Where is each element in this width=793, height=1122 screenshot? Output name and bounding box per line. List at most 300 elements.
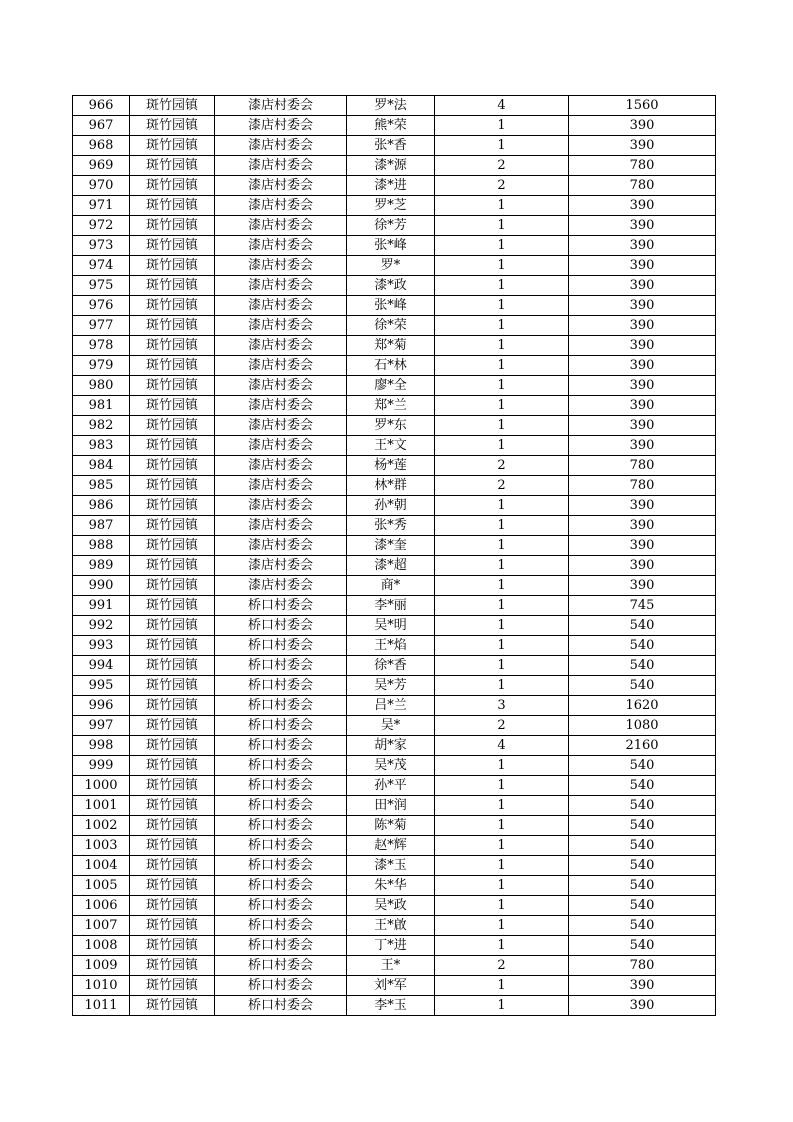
town-cell: 斑竹园镇 (130, 816, 215, 836)
amount-cell: 390 (569, 556, 716, 576)
amount-cell: 390 (569, 216, 716, 236)
town-cell: 斑竹园镇 (130, 116, 215, 136)
table-row (73, 96, 716, 116)
village-committee-cell: 桥口村委会 (215, 996, 347, 1016)
village-committee-cell: 漆店村委会 (215, 216, 347, 236)
table-row (73, 516, 716, 536)
row-number-cell: 990 (73, 576, 130, 596)
town-cell: 斑竹园镇 (130, 336, 215, 356)
table-row (73, 116, 716, 136)
name-cell: 郑*兰 (347, 396, 435, 416)
amount-cell: 780 (569, 156, 716, 176)
amount-cell: 540 (569, 756, 716, 776)
name-cell: 孙*平 (347, 776, 435, 796)
name-cell: 罗*芝 (347, 196, 435, 216)
name-cell: 陈*菊 (347, 816, 435, 836)
person-count-cell: 2 (435, 456, 569, 476)
table-row (73, 536, 716, 556)
table-row (73, 656, 716, 676)
table-row (73, 856, 716, 876)
table-row (73, 616, 716, 636)
village-committee-cell: 漆店村委会 (215, 96, 347, 116)
row-number-cell: 1006 (73, 896, 130, 916)
name-cell: 李*玉 (347, 996, 435, 1016)
person-count-cell: 2 (435, 716, 569, 736)
town-cell: 斑竹园镇 (130, 436, 215, 456)
amount-cell: 2160 (569, 736, 716, 756)
village-committee-cell: 漆店村委会 (215, 336, 347, 356)
town-cell: 斑竹园镇 (130, 996, 215, 1016)
name-cell: 徐*芳 (347, 216, 435, 236)
row-number-cell: 973 (73, 236, 130, 256)
table-row (73, 336, 716, 356)
village-committee-cell: 漆店村委会 (215, 176, 347, 196)
town-cell: 斑竹园镇 (130, 656, 215, 676)
row-number-cell: 1005 (73, 876, 130, 896)
amount-cell: 390 (569, 976, 716, 996)
row-number-cell: 996 (73, 696, 130, 716)
village-committee-cell: 漆店村委会 (215, 156, 347, 176)
row-number-cell: 982 (73, 416, 130, 436)
row-number-cell: 975 (73, 276, 130, 296)
table-row (73, 316, 716, 336)
table-row (73, 356, 716, 376)
amount-cell: 390 (569, 396, 716, 416)
table-row (73, 136, 716, 156)
row-number-cell: 989 (73, 556, 130, 576)
person-count-cell: 1 (435, 816, 569, 836)
amount-cell: 540 (569, 816, 716, 836)
town-cell: 斑竹园镇 (130, 556, 215, 576)
amount-cell: 390 (569, 516, 716, 536)
amount-cell: 390 (569, 116, 716, 136)
name-cell: 漆*政 (347, 276, 435, 296)
village-committee-cell: 漆店村委会 (215, 376, 347, 396)
person-count-cell: 1 (435, 496, 569, 516)
village-committee-cell: 漆店村委会 (215, 196, 347, 216)
row-number-cell: 976 (73, 296, 130, 316)
row-number-cell: 1007 (73, 916, 130, 936)
village-committee-cell: 漆店村委会 (215, 316, 347, 336)
village-committee-cell: 桥口村委会 (215, 656, 347, 676)
village-committee-cell: 桥口村委会 (215, 736, 347, 756)
person-count-cell: 3 (435, 696, 569, 716)
row-number-cell: 1000 (73, 776, 130, 796)
row-number-cell: 970 (73, 176, 130, 196)
village-committee-cell: 漆店村委会 (215, 136, 347, 156)
village-committee-cell: 桥口村委会 (215, 616, 347, 636)
amount-cell: 745 (569, 596, 716, 616)
person-count-cell: 1 (435, 596, 569, 616)
town-cell: 斑竹园镇 (130, 196, 215, 216)
town-cell: 斑竹园镇 (130, 616, 215, 636)
amount-cell: 540 (569, 876, 716, 896)
person-count-cell: 1 (435, 896, 569, 916)
name-cell: 朱*华 (347, 876, 435, 896)
row-number-cell: 1004 (73, 856, 130, 876)
name-cell: 漆*超 (347, 556, 435, 576)
name-cell: 杨*莲 (347, 456, 435, 476)
amount-cell: 540 (569, 836, 716, 856)
village-committee-cell: 漆店村委会 (215, 356, 347, 376)
name-cell: 李*丽 (347, 596, 435, 616)
village-committee-cell: 漆店村委会 (215, 476, 347, 496)
person-count-cell: 1 (435, 556, 569, 576)
row-number-cell: 974 (73, 256, 130, 276)
table-row (73, 816, 716, 836)
amount-cell: 390 (569, 316, 716, 336)
table-row (73, 876, 716, 896)
town-cell: 斑竹园镇 (130, 236, 215, 256)
row-number-cell: 1002 (73, 816, 130, 836)
name-cell: 熊*荣 (347, 116, 435, 136)
name-cell: 王*焰 (347, 636, 435, 656)
person-count-cell: 1 (435, 196, 569, 216)
row-number-cell: 969 (73, 156, 130, 176)
town-cell: 斑竹园镇 (130, 96, 215, 116)
town-cell: 斑竹园镇 (130, 176, 215, 196)
person-count-cell: 1 (435, 616, 569, 636)
person-count-cell: 2 (435, 156, 569, 176)
row-number-cell: 1010 (73, 976, 130, 996)
village-committee-cell: 桥口村委会 (215, 956, 347, 976)
town-cell: 斑竹园镇 (130, 896, 215, 916)
table-row (73, 216, 716, 236)
person-count-cell: 1 (435, 336, 569, 356)
person-count-cell: 1 (435, 216, 569, 236)
town-cell: 斑竹园镇 (130, 576, 215, 596)
amount-cell: 390 (569, 136, 716, 156)
village-committee-cell: 漆店村委会 (215, 116, 347, 136)
table-row (73, 576, 716, 596)
town-cell: 斑竹园镇 (130, 776, 215, 796)
table-row (73, 236, 716, 256)
row-number-cell: 994 (73, 656, 130, 676)
amount-cell: 540 (569, 916, 716, 936)
name-cell: 王*文 (347, 436, 435, 456)
table-row (73, 436, 716, 456)
table-row (73, 756, 716, 776)
name-cell: 罗* (347, 256, 435, 276)
person-count-cell: 1 (435, 656, 569, 676)
table-row (73, 476, 716, 496)
town-cell: 斑竹园镇 (130, 536, 215, 556)
person-count-cell: 1 (435, 436, 569, 456)
row-number-cell: 986 (73, 496, 130, 516)
amount-cell: 1560 (569, 96, 716, 116)
table-row (73, 456, 716, 476)
person-count-cell: 1 (435, 996, 569, 1016)
row-number-cell: 991 (73, 596, 130, 616)
name-cell: 徐*香 (347, 656, 435, 676)
table-row (73, 196, 716, 216)
amount-cell: 540 (569, 796, 716, 816)
village-committee-cell: 桥口村委会 (215, 676, 347, 696)
name-cell: 商* (347, 576, 435, 596)
person-count-cell: 1 (435, 116, 569, 136)
village-committee-cell: 桥口村委会 (215, 636, 347, 656)
village-committee-cell: 桥口村委会 (215, 896, 347, 916)
name-cell: 漆*奎 (347, 536, 435, 556)
village-committee-cell: 漆店村委会 (215, 236, 347, 256)
town-cell: 斑竹园镇 (130, 836, 215, 856)
town-cell: 斑竹园镇 (130, 256, 215, 276)
table-row (73, 636, 716, 656)
town-cell: 斑竹园镇 (130, 396, 215, 416)
amount-cell: 540 (569, 776, 716, 796)
amount-cell: 390 (569, 256, 716, 276)
name-cell: 胡*家 (347, 736, 435, 756)
amount-cell: 780 (569, 456, 716, 476)
amount-cell: 390 (569, 496, 716, 516)
town-cell: 斑竹园镇 (130, 516, 215, 536)
table-row (73, 956, 716, 976)
town-cell: 斑竹园镇 (130, 856, 215, 876)
person-count-cell: 1 (435, 936, 569, 956)
amount-cell: 1080 (569, 716, 716, 736)
table-row (73, 836, 716, 856)
name-cell: 刘*军 (347, 976, 435, 996)
town-cell: 斑竹园镇 (130, 316, 215, 336)
town-cell: 斑竹园镇 (130, 696, 215, 716)
town-cell: 斑竹园镇 (130, 716, 215, 736)
amount-cell: 780 (569, 476, 716, 496)
name-cell: 吕*兰 (347, 696, 435, 716)
name-cell: 漆*玉 (347, 856, 435, 876)
amount-cell: 390 (569, 996, 716, 1016)
row-number-cell: 987 (73, 516, 130, 536)
town-cell: 斑竹园镇 (130, 496, 215, 516)
name-cell: 王*啟 (347, 916, 435, 936)
roster-body (73, 96, 716, 1016)
name-cell: 赵*辉 (347, 836, 435, 856)
row-number-cell: 981 (73, 396, 130, 416)
village-committee-cell: 桥口村委会 (215, 796, 347, 816)
town-cell: 斑竹园镇 (130, 296, 215, 316)
person-count-cell: 1 (435, 356, 569, 376)
town-cell: 斑竹园镇 (130, 876, 215, 896)
row-number-cell: 984 (73, 456, 130, 476)
person-count-cell: 1 (435, 316, 569, 336)
amount-cell: 390 (569, 276, 716, 296)
amount-cell: 780 (569, 176, 716, 196)
amount-cell: 540 (569, 856, 716, 876)
amount-cell: 390 (569, 296, 716, 316)
name-cell: 吴*茂 (347, 756, 435, 776)
town-cell: 斑竹园镇 (130, 676, 215, 696)
town-cell: 斑竹园镇 (130, 596, 215, 616)
person-count-cell: 1 (435, 236, 569, 256)
person-count-cell: 1 (435, 256, 569, 276)
table-row (73, 556, 716, 576)
village-committee-cell: 漆店村委会 (215, 436, 347, 456)
town-cell: 斑竹园镇 (130, 956, 215, 976)
person-count-cell: 2 (435, 476, 569, 496)
name-cell: 张*香 (347, 136, 435, 156)
town-cell: 斑竹园镇 (130, 156, 215, 176)
village-committee-cell: 桥口村委会 (215, 976, 347, 996)
town-cell: 斑竹园镇 (130, 136, 215, 156)
name-cell: 丁*进 (347, 936, 435, 956)
row-number-cell: 1011 (73, 996, 130, 1016)
row-number-cell: 1009 (73, 956, 130, 976)
village-committee-cell: 桥口村委会 (215, 916, 347, 936)
row-number-cell: 966 (73, 96, 130, 116)
amount-cell: 1620 (569, 696, 716, 716)
town-cell: 斑竹园镇 (130, 276, 215, 296)
name-cell: 张*峰 (347, 296, 435, 316)
amount-cell: 540 (569, 636, 716, 656)
table-row (73, 176, 716, 196)
town-cell: 斑竹园镇 (130, 356, 215, 376)
table-row (73, 156, 716, 176)
row-number-cell: 997 (73, 716, 130, 736)
row-number-cell: 972 (73, 216, 130, 236)
row-number-cell: 995 (73, 676, 130, 696)
amount-cell: 390 (569, 536, 716, 556)
village-committee-cell: 桥口村委会 (215, 876, 347, 896)
amount-cell: 540 (569, 896, 716, 916)
table-row (73, 396, 716, 416)
village-committee-cell: 桥口村委会 (215, 776, 347, 796)
table-row (73, 276, 716, 296)
table-row (73, 376, 716, 396)
town-cell: 斑竹园镇 (130, 936, 215, 956)
row-number-cell: 968 (73, 136, 130, 156)
person-count-cell: 1 (435, 296, 569, 316)
name-cell: 孙*朝 (347, 496, 435, 516)
name-cell: 田*润 (347, 796, 435, 816)
town-cell: 斑竹园镇 (130, 376, 215, 396)
table-row (73, 976, 716, 996)
town-cell: 斑竹园镇 (130, 216, 215, 236)
town-cell: 斑竹园镇 (130, 456, 215, 476)
table-row (73, 776, 716, 796)
table-row (73, 916, 716, 936)
town-cell: 斑竹园镇 (130, 756, 215, 776)
amount-cell: 390 (569, 236, 716, 256)
roster-table (72, 95, 716, 1016)
table-row (73, 296, 716, 316)
village-committee-cell: 漆店村委会 (215, 556, 347, 576)
person-count-cell: 1 (435, 536, 569, 556)
person-count-cell: 1 (435, 916, 569, 936)
person-count-cell: 1 (435, 876, 569, 896)
table-row (73, 496, 716, 516)
name-cell: 张*秀 (347, 516, 435, 536)
name-cell: 徐*荣 (347, 316, 435, 336)
row-number-cell: 967 (73, 116, 130, 136)
table-row (73, 896, 716, 916)
village-committee-cell: 桥口村委会 (215, 816, 347, 836)
name-cell: 漆*进 (347, 176, 435, 196)
village-committee-cell: 桥口村委会 (215, 856, 347, 876)
village-committee-cell: 桥口村委会 (215, 696, 347, 716)
village-committee-cell: 漆店村委会 (215, 456, 347, 476)
table-row (73, 936, 716, 956)
row-number-cell: 1001 (73, 796, 130, 816)
person-count-cell: 1 (435, 796, 569, 816)
table-row (73, 696, 716, 716)
village-committee-cell: 桥口村委会 (215, 596, 347, 616)
village-committee-cell: 漆店村委会 (215, 496, 347, 516)
person-count-cell: 1 (435, 856, 569, 876)
person-count-cell: 1 (435, 276, 569, 296)
person-count-cell: 1 (435, 836, 569, 856)
table-row (73, 256, 716, 276)
row-number-cell: 985 (73, 476, 130, 496)
town-cell: 斑竹园镇 (130, 636, 215, 656)
town-cell: 斑竹园镇 (130, 416, 215, 436)
village-committee-cell: 漆店村委会 (215, 276, 347, 296)
row-number-cell: 971 (73, 196, 130, 216)
village-committee-cell: 漆店村委会 (215, 416, 347, 436)
person-count-cell: 1 (435, 576, 569, 596)
row-number-cell: 998 (73, 736, 130, 756)
row-number-cell: 979 (73, 356, 130, 376)
amount-cell: 540 (569, 656, 716, 676)
person-count-cell: 1 (435, 136, 569, 156)
town-cell: 斑竹园镇 (130, 976, 215, 996)
village-committee-cell: 漆店村委会 (215, 536, 347, 556)
person-count-cell: 2 (435, 176, 569, 196)
village-committee-cell: 桥口村委会 (215, 716, 347, 736)
name-cell: 漆*源 (347, 156, 435, 176)
name-cell: 罗*东 (347, 416, 435, 436)
amount-cell: 390 (569, 376, 716, 396)
person-count-cell: 4 (435, 736, 569, 756)
village-committee-cell: 漆店村委会 (215, 296, 347, 316)
village-committee-cell: 漆店村委会 (215, 256, 347, 276)
name-cell: 吴*明 (347, 616, 435, 636)
row-number-cell: 980 (73, 376, 130, 396)
name-cell: 吴*芳 (347, 676, 435, 696)
name-cell: 廖*全 (347, 376, 435, 396)
person-count-cell: 1 (435, 756, 569, 776)
name-cell: 吴* (347, 716, 435, 736)
row-number-cell: 999 (73, 756, 130, 776)
table-row (73, 596, 716, 616)
village-committee-cell: 漆店村委会 (215, 516, 347, 536)
amount-cell: 390 (569, 196, 716, 216)
name-cell: 张*峰 (347, 236, 435, 256)
table-row (73, 416, 716, 436)
amount-cell: 540 (569, 616, 716, 636)
village-committee-cell: 桥口村委会 (215, 936, 347, 956)
amount-cell: 780 (569, 956, 716, 976)
amount-cell: 390 (569, 436, 716, 456)
amount-cell: 390 (569, 576, 716, 596)
person-count-cell: 4 (435, 96, 569, 116)
row-number-cell: 993 (73, 636, 130, 656)
row-number-cell: 978 (73, 336, 130, 356)
person-count-cell: 1 (435, 376, 569, 396)
table-row (73, 796, 716, 816)
table-row (73, 996, 716, 1016)
row-number-cell: 988 (73, 536, 130, 556)
amount-cell: 390 (569, 356, 716, 376)
person-count-cell: 2 (435, 956, 569, 976)
amount-cell: 540 (569, 936, 716, 956)
town-cell: 斑竹园镇 (130, 796, 215, 816)
name-cell: 林*群 (347, 476, 435, 496)
name-cell: 王* (347, 956, 435, 976)
village-committee-cell: 漆店村委会 (215, 576, 347, 596)
table-row (73, 736, 716, 756)
amount-cell: 540 (569, 676, 716, 696)
person-count-cell: 1 (435, 396, 569, 416)
name-cell: 罗*法 (347, 96, 435, 116)
